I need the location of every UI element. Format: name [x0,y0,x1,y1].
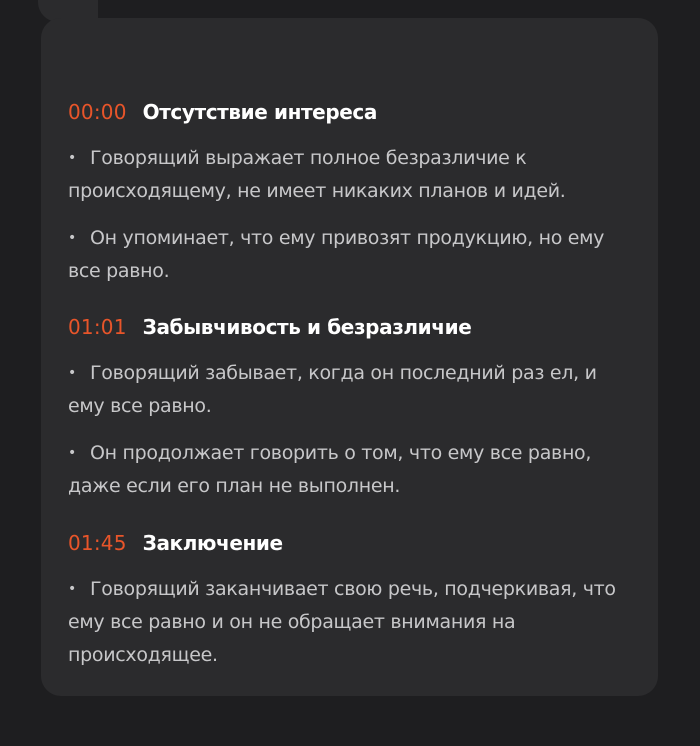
timestamp-link[interactable]: 00:00 [68,100,127,124]
section-title: Заключение [142,531,283,555]
section-header [68,531,632,565]
bullet-icon: • [68,581,76,597]
summary-section [68,100,632,315]
bullet-icon: • [68,150,76,166]
summary-point [68,437,632,503]
bullet-icon: • [68,365,76,381]
summary-point-text: Говорящий забывает, когда он последний раз ел, и ему все равно. [68,362,597,417]
section-title: Забывчивость и безразличие [142,315,472,339]
summary-point [68,142,632,208]
section-header [68,100,632,134]
summary-point-text: Говорящий выражает полное безразличие к происходящему, не имеет никаких планов и идей. [68,147,566,202]
summary-point [68,222,632,288]
summary-section [68,315,632,531]
timestamp-link[interactable]: 01:45 [68,531,127,555]
section-header [68,315,632,349]
section-title: Отсутствие интереса [142,100,377,124]
summary-point-text: Он упоминает, что ему привозят продукцию, но ему все равно. [68,227,605,282]
summary-point [68,573,632,672]
bullet-icon: • [68,445,76,461]
summary-point [68,357,632,423]
summary-section [68,531,632,672]
summary-point-text: Говорящий заканчивает свою речь, подчеркивая, что ему все равно и он не обращает внимания на происходящее. [68,578,616,666]
timestamp-link[interactable]: 01:01 [68,315,127,339]
summary-card [41,18,658,696]
summary-point-text: Он продолжает говорить о том, что ему все равно, даже если его план не выполнен. [68,442,592,497]
bullet-icon: • [68,230,76,246]
